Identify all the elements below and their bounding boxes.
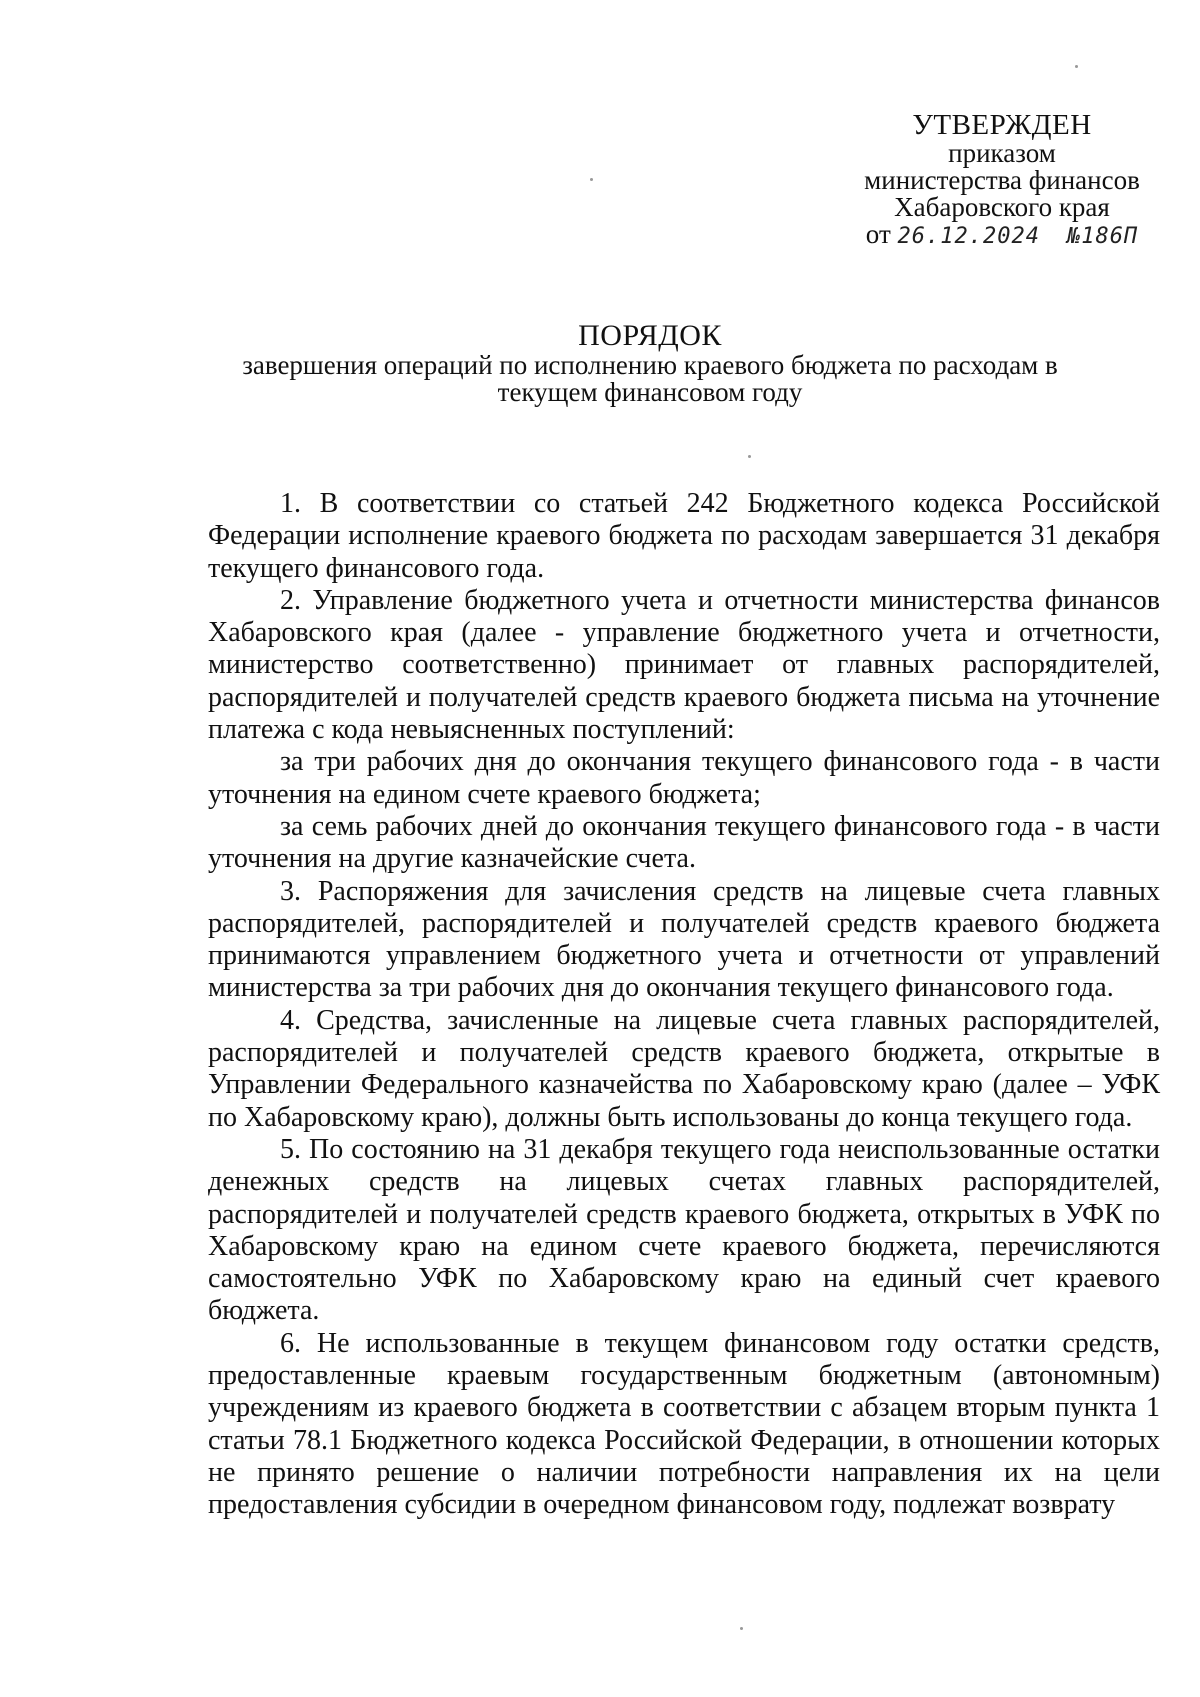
approval-line-ministry: министерства финансов [864,165,1140,195]
paragraph-2-item-2: за семь рабочих дней до окончания текущего финансового года - в части уточнения на другие казначейские счета. [208,810,1160,875]
date-prefix: от [865,219,891,249]
paragraph-5: 5. По состоянию на 31 декабря текущего года неиспользованные остатки денежных средств на лицевых счетах главных распорядителей, распорядителей и получателей средств краевого бюджета, открытых в УФК по Хабаровскому краю на едином счете краевого бюджета, перечисляются самостоятельно УФК по Хабаровскому краю на единый счет краевого бюджета. [208,1133,1160,1327]
approval-line-order: приказом [948,138,1056,168]
scan-speck [740,1627,743,1630]
approval-line-region: Хабаровского края [894,192,1110,222]
document-body [208,488,1160,1522]
paragraph-2-item-1: за три рабочих дня до окончания текущего финансового года - в части уточнения на едином счете краевого бюджета; [208,746,1160,810]
document-subtitle-line-2: текущем финансовом году [497,377,803,407]
approval-date-line [842,221,1162,250]
paragraph-2: 2. Управление бюджетного учета и отчетности министерства финансов Хабаровского края (далее - управление бюджетного учета и отчетности, министерство соответственно) принимает от главных распорядителей, распорядителей и получателей средств краевого бюджета письма на уточнение платежа с кода невыясненных поступлений: [208,584,1160,746]
scan-speck [1075,65,1078,68]
approved-heading: УТВЕРЖДЕН [912,109,1092,141]
handwritten-date: 26.12.2024 [897,224,1040,249]
approval-stamp [842,110,1162,250]
handwritten-order-number: №186П [1066,224,1139,249]
document-title-block [200,320,1100,406]
paragraph-4: 4. Средства, зачисленные на лицевые счета главных распорядителей, распорядителей и получателей средств краевого бюджета, открытые в Управлении Федерального казначейства по Хабаровскому краю (далее – УФК по Хабаровскому краю), должны быть использованы до конца текущего года. [208,1004,1160,1133]
paragraph-3: 3. Распоряжения для зачисления средств на лицевые счета главных распорядителей, распорядителей и получателей средств краевого бюджета принимаются управлением бюджетного учета и отчетности от управлений министерства за три рабочих дня до окончания текущего финансового года. [208,875,1160,1004]
document-title: ПОРЯДОК [578,319,722,352]
scan-speck [748,455,751,458]
document-subtitle-line-1: завершения операций по исполнению краевого бюджета по расходам в [242,350,1058,380]
paragraph-1: 1. В соответствии со статьей 242 Бюджетного кодекса Российской Федерации исполнение краевого бюджета по расходам завершается 31 декабря текущего финансового года. [208,488,1160,584]
paragraph-6: 6. Не использованные в текущем финансовом году остатки средств, предоставленные краевым государственным бюджетным (автономным) учреждениям из краевого бюджета в соответствии с абзацем вторым пункта 1 статьи 78.1 Бюджетного кодекса Российской Федерации, в отношении которых не принято решение о наличии потребности направления их на цели предоставления субсидии в очередном финансовом году, подлежат возврату [208,1327,1160,1521]
scan-speck [590,178,593,181]
